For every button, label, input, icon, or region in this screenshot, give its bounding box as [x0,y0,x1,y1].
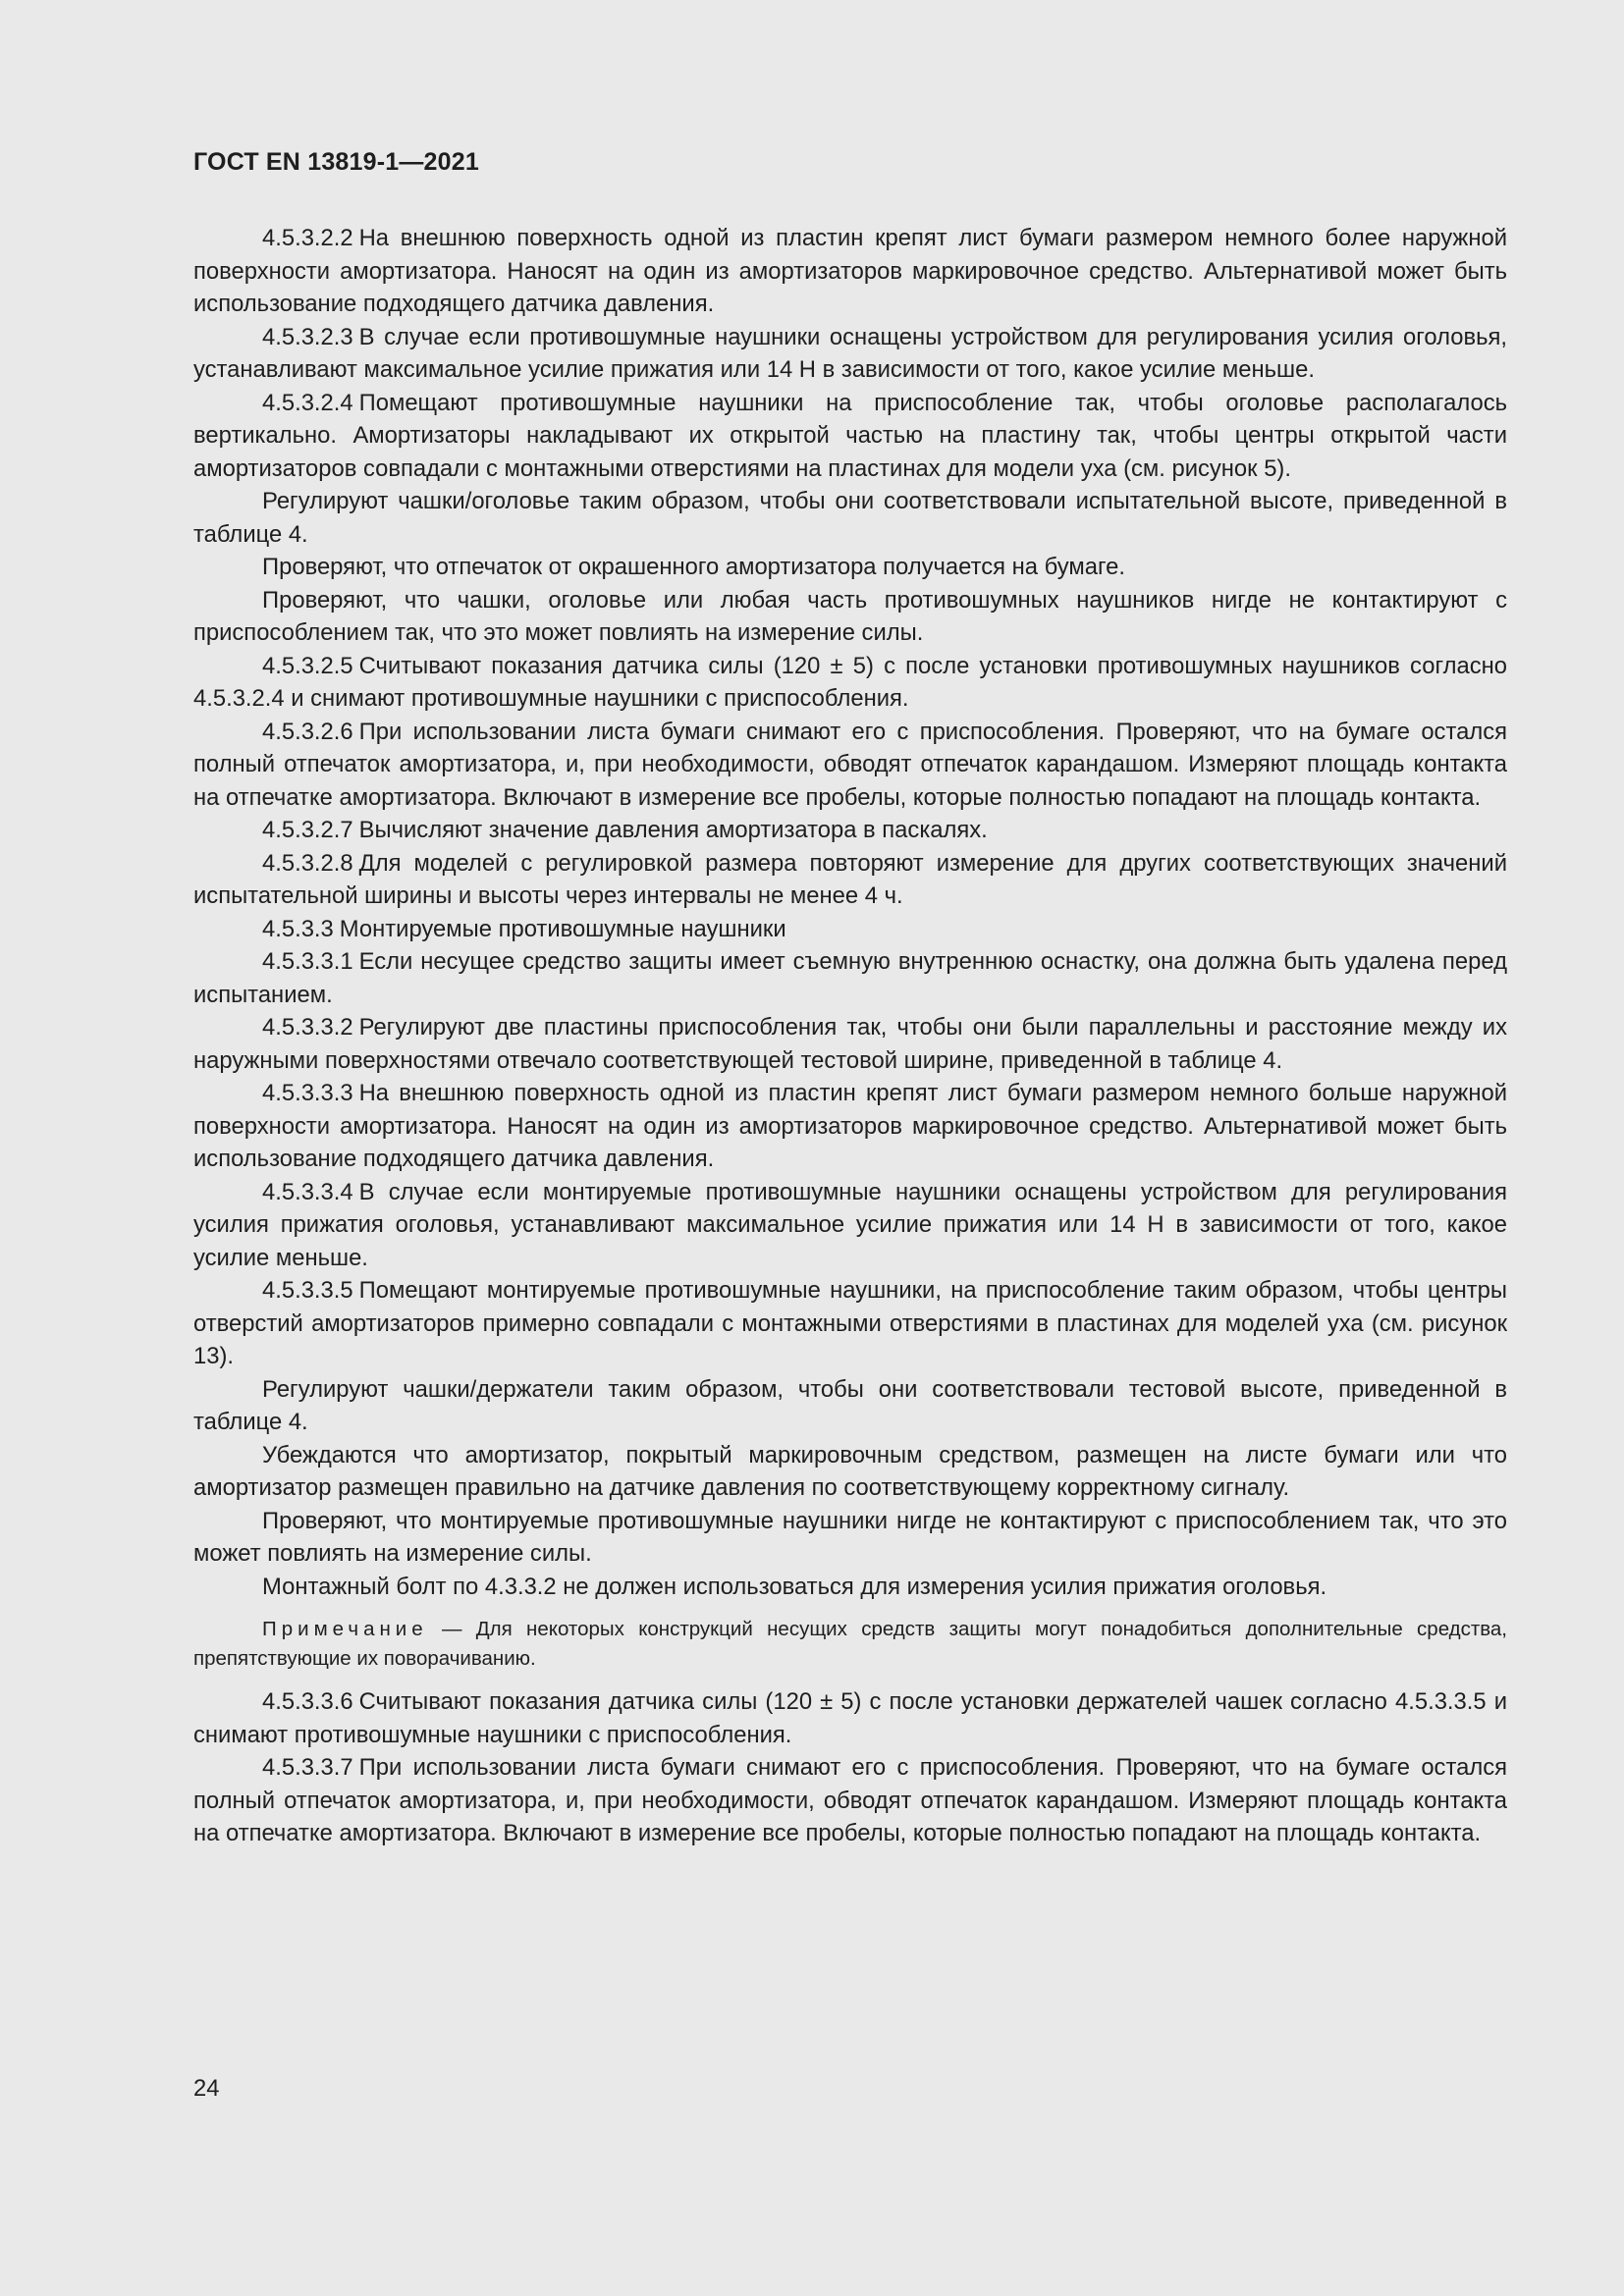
paragraph [193,1077,1507,1176]
clause-number: 4.5.3.3.4 [262,1178,353,1205]
clause-number: 4.5.3.2.2 [262,225,353,251]
paragraph-text: Регулируют чашки/держатели таким образом, чтобы они соответствовали тестовой высоте, приведенной в таблице 4. [193,1375,1507,1435]
paragraph-text: Проверяют, что чашки, оголовье или любая часть противошумных наушников нигде не контактируют с приспособлением так, что это может повлиять на измерение силы. [193,586,1507,646]
paragraph-text: Вычисляют значение давления амортизатора в паскалях. [358,817,988,843]
clause-number: 4.5.3.3.5 [262,1277,353,1304]
paragraph-text: Помещают противошумные наушники на приспособление так, чтобы оголовье располагалось вертикально. Амортизаторы накладывают их открытой частью на пластину так, чтобы центры открытой части амортизаторов совпадали с монтажными отверстиями на пластинах для модели уха (см. рисунок 5). [193,389,1507,482]
paragraph [193,847,1507,913]
paragraph [193,1011,1507,1077]
paragraph-text: Регулируют две пластины приспособления так, чтобы они были параллельны и расстояние между их наружными поверхностями отвечало соответствующей тестовой ширине, приведенной в таблице 4. [193,1014,1507,1074]
paragraph-text: На внешнюю поверхность одной из пластин крепят лист бумаги размером немного более наружной поверхности амортизатора. Наносят на один из амортизаторов маркировочное средство. Альтернативой может быть использование подходящего датчика давления. [193,225,1507,317]
paragraph-text: Проверяют, что монтируемые противошумные наушники нигде не контактируют с приспособлением так, что это может повлиять на измерение силы. [193,1507,1507,1567]
clause-number: 4.5.3.2.6 [262,718,353,745]
clause-number: 4.5.3.2.3 [262,323,353,350]
clause-number: 4.5.3.2.7 [262,817,353,843]
paragraph-text: Убеждаются что амортизатор, покрытый маркировочным средством, размещен на листе бумаги или что амортизатор размещен правильно на датчике давления по соответствующему корректному сигналу. [193,1441,1507,1501]
paragraph-text: Помещают монтируемые противошумные наушники, на приспособление таким образом, чтобы центры отверстий амортизаторов примерно совпадали с монтажными отверстиями в пластинах для моделей уха (см. рисунок 13). [193,1277,1507,1369]
paragraph [193,387,1507,486]
clause-number: 4.5.3.2.5 [262,652,353,679]
paragraph [193,1373,1507,1439]
paragraph [193,945,1507,1011]
paragraph [193,1571,1507,1604]
paragraph [193,1685,1507,1751]
paragraph [193,1274,1507,1373]
paragraph [193,584,1507,650]
paragraph [193,1176,1507,1275]
paragraph [193,716,1507,815]
paragraph [193,1751,1507,1850]
note-label: Примечание [262,1618,428,1640]
clause-number: 4.5.3.2.8 [262,849,353,877]
paragraph-text: Для моделей с регулировкой размера повторяют измерение для других соответствующих значений испытательной ширины и высоты через интервалы не менее 4 ч. [193,849,1507,909]
clause-number: 4.5.3.2.4 [262,389,353,416]
paragraph [193,551,1507,584]
paragraph-text: Если несущее средство защиты имеет съемную внутреннюю оснастку, она должна быть удалена перед испытанием. [193,948,1507,1008]
paragraph [193,1505,1507,1571]
paragraph-text: Считывают показания датчика силы (120 ± 5) с после установки держателей чашек согласно 4.5.3.3.5 и снимают противошумные наушники с приспособления. [193,1688,1507,1748]
paragraph [193,814,1507,847]
clause-number: 4.5.3.3.1 [262,948,353,975]
document-header: ГОСТ EN 13819-1—2021 [193,148,479,176]
clause-number: 4.5.3.3.2 [262,1014,353,1041]
paragraph-text: Проверяют, что отпечаток от окрашенного амортизатора получается на бумаге. [262,554,1125,580]
paragraph-text: Монтажный болт по 4.3.3.2 не должен использоваться для измерения усилия прижатия оголовья. [262,1573,1327,1600]
paragraph [193,650,1507,716]
clause-number: 4.5.3.3.6 [262,1688,353,1715]
clause-number: 4.5.3.3.3 [262,1080,353,1106]
paragraph [193,321,1507,387]
paragraph-text: На внешнюю поверхность одной из пластин крепят лист бумаги размером немного больше наружной поверхности амортизатора. Наносят на один из амортизаторов маркировочное средство. Альтернативой может быть использование подходящего датчика давления. [193,1080,1507,1172]
paragraph [193,485,1507,551]
paragraph-text: Монтируемые противошумные наушники [339,915,786,942]
note [193,1615,1507,1674]
paragraph [193,1439,1507,1505]
section-heading [193,913,1507,946]
document-body [193,222,1507,1850]
paragraph-text: Регулируют чашки/оголовье таким образом, чтобы они соответствовали испытательной высоте, приведенной в таблице 4. [193,488,1507,548]
note-text: — Для некоторых конструкций несущих средств защиты могут понадобиться дополнительные средства, препятствующие их поворачиванию. [193,1618,1507,1670]
paragraph-text: Считывают показания датчика силы (120 ± 5) с после установки противошумных наушников согласно 4.5.3.2.4 и снимают противошумные наушники с приспособления. [193,652,1507,712]
paragraph-text: При использовании листа бумаги снимают его с приспособления. Проверяют, что на бумаге остался полный отпечаток амортизатора, и, при необходимости, обводят отпечаток карандашом. Измеряют площадь контакта на отпечатке амортизатора. Включают в измерение все пробелы, которые полностью попадают на площадь контакта. [193,718,1507,811]
paragraph-text: При использовании листа бумаги снимают его с приспособления. Проверяют, что на бумаге остался полный отпечаток амортизатора, и, при необходимости, обводят отпечаток карандашом. Измеряют площадь контакта на отпечатке амортизатора. Включают в измерение все пробелы, которые полностью попадают на площадь контакта. [193,1754,1507,1846]
paragraph-text: В случае если монтируемые противошумные наушники оснащены устройством для регулирования усилия прижатия оголовья, устанавливают максимальное усилие прижатия или 14 Н в зависимости от того, какое усилие меньше. [193,1178,1507,1271]
clause-number: 4.5.3.3.7 [262,1754,353,1781]
paragraph [193,222,1507,321]
page-number: 24 [193,2075,220,2102]
clause-number: 4.5.3.3 [262,915,334,942]
paragraph-text: В случае если противошумные наушники оснащены устройством для регулирования усилия оголовья, устанавливают максимальное усилие прижатия или 14 Н в зависимости от того, какое усилие меньше. [193,323,1507,383]
